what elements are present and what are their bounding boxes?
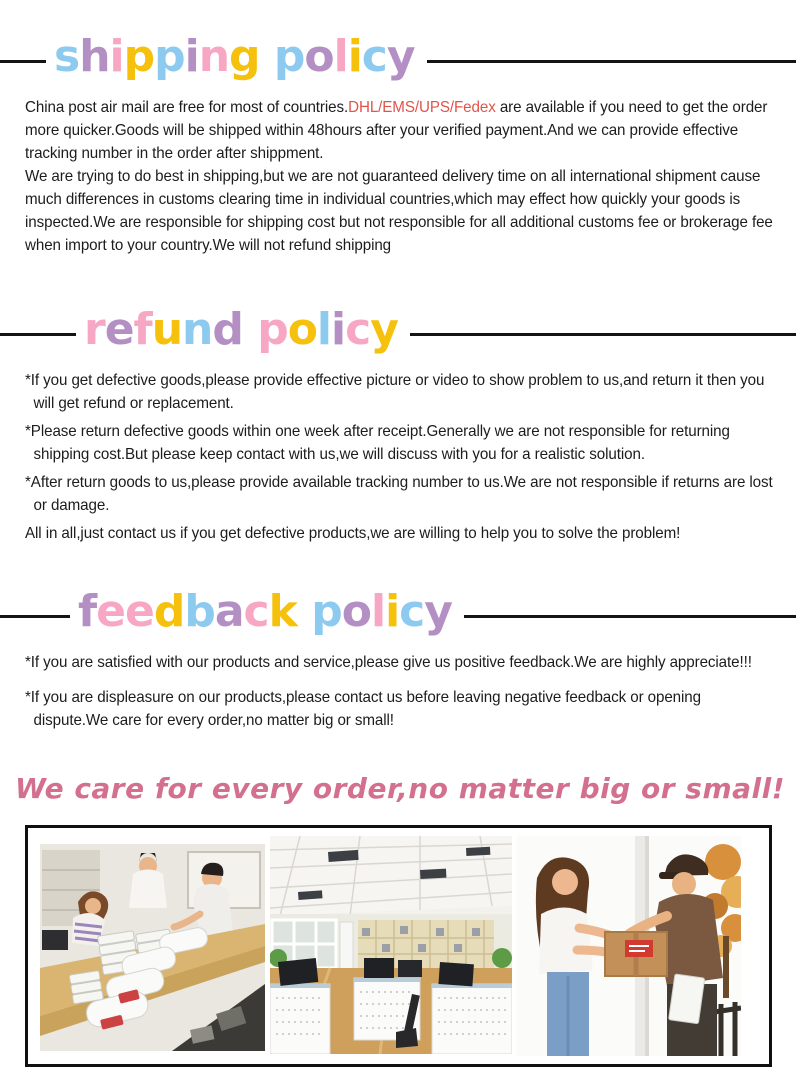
divider-line bbox=[0, 615, 70, 618]
shipping-policy-title bbox=[54, 31, 415, 82]
bubble-letter: i bbox=[184, 31, 199, 82]
bubble-letter: p bbox=[123, 31, 155, 82]
bubble-letter: p bbox=[273, 31, 305, 82]
text-run: are available if you need to get the order more quicker.Goods will be shipped within 48hours after your verified payment.And we can provide effective tracking number in the order after shippment. bbox=[25, 99, 768, 162]
bubble-letter: b bbox=[184, 586, 215, 637]
shipping-policy-section bbox=[0, 26, 800, 257]
bubble-letter: o bbox=[304, 31, 334, 82]
divider-line bbox=[464, 615, 796, 618]
bubble-letter: i bbox=[385, 586, 400, 637]
divider-line bbox=[0, 60, 46, 63]
refund-policy-text bbox=[25, 369, 776, 545]
bubble-letter: f bbox=[133, 304, 152, 355]
warehouse-packing-photo bbox=[40, 844, 265, 1051]
bubble-letter: s bbox=[54, 31, 80, 82]
bubble-letter: l bbox=[316, 304, 332, 355]
bubble-letter: f bbox=[78, 586, 97, 637]
bubble-letter: e bbox=[125, 586, 154, 637]
bubble-letter: g bbox=[229, 31, 260, 82]
bubble-letter: d bbox=[212, 304, 243, 355]
bubble-letter: p bbox=[257, 304, 288, 355]
policy-item: *Please return defective goods within one week after receipt.Generally we are not responsible for returning shipping cost.But please keep contact with us,we will discuss with you for a realistic solution. bbox=[25, 423, 730, 463]
bubble-letter: i bbox=[331, 304, 346, 355]
refund-policy-section bbox=[0, 299, 800, 545]
office-interior-photo bbox=[270, 836, 512, 1054]
bubble-letter bbox=[260, 35, 274, 79]
highlighted-text-run: DHL/EMS/UPS/Fedex bbox=[348, 99, 496, 116]
bubble-letter: i bbox=[109, 31, 124, 82]
bubble-letter: h bbox=[79, 31, 110, 82]
bubble-letter: p bbox=[154, 31, 185, 82]
slogan-banner: We care for every order,no matter big or small! bbox=[14, 772, 786, 805]
bubble-letter: o bbox=[341, 586, 371, 637]
feedback-policy-section bbox=[0, 581, 800, 732]
bubble-letter: e bbox=[96, 586, 125, 637]
bubble-letter: y bbox=[424, 586, 452, 637]
bubble-letter: c bbox=[361, 31, 387, 82]
bubble-letter: n bbox=[182, 304, 213, 355]
shipping-policy-text bbox=[25, 96, 776, 257]
text-run: China post air mail are free for most of countries. bbox=[25, 99, 349, 116]
bubble-letter: o bbox=[287, 304, 317, 355]
feedback-policy-header bbox=[0, 581, 800, 643]
bubble-letter: n bbox=[198, 31, 230, 82]
policy-item: *If you are satisfied with our products and service,please give us positive feedback.We are highly appreciate!!! bbox=[25, 654, 752, 671]
policy-item: All in all,just contact us if you get defective products,we are willing to help you to solve the problem! bbox=[25, 525, 681, 542]
bubble-letter: y bbox=[386, 31, 415, 82]
divider-line bbox=[410, 333, 796, 336]
bubble-letter bbox=[297, 590, 311, 634]
shipping-paragraph bbox=[25, 165, 776, 257]
refund-policy-header bbox=[0, 299, 800, 361]
bubble-letter: e bbox=[104, 304, 134, 355]
policy-item: *If you get defective goods,please provide effective picture or video to show problem to us,and return it then you will get refund or replacement. bbox=[25, 372, 765, 412]
feedback-policy-title bbox=[78, 586, 452, 637]
policy-item: *If you are displeasure on our products,please contact us before leaving negative feedback or opening dispute.We care for every order,no matter big or small! bbox=[25, 689, 701, 729]
bubble-letter: p bbox=[311, 586, 342, 637]
bubble-letter: a bbox=[214, 586, 244, 637]
courier-delivery-photo bbox=[517, 836, 741, 1056]
refund-policy-title bbox=[84, 304, 398, 355]
shipping-policy-header bbox=[0, 26, 800, 88]
bubble-letter: l bbox=[333, 31, 348, 82]
bubble-letter bbox=[243, 308, 257, 352]
bubble-letter: d bbox=[153, 586, 185, 637]
bubble-letter: u bbox=[151, 304, 183, 355]
bubble-letter: c bbox=[345, 304, 371, 355]
policy-item: *After return goods to us,please provide available tracking number to us.We are not responsible if returns are lost or damage. bbox=[25, 474, 773, 514]
shipping-paragraph bbox=[25, 96, 776, 165]
divider-line bbox=[427, 60, 796, 63]
bubble-letter: k bbox=[268, 586, 297, 637]
photo-strip bbox=[25, 825, 772, 1067]
feedback-policy-text bbox=[25, 651, 776, 732]
text-run: We are trying to do best in shipping,but we are not guaranteed delivery time on all international shipment cause much differences in customs clearing time in individual countries,which may effect how quickly your goods is inspected.We are responsible for shipping cost but not responsible for all additional customs fee or brokerage fee when import to your country.We will not refund shipping bbox=[25, 168, 773, 254]
bubble-letter: c bbox=[243, 586, 269, 637]
bubble-letter: r bbox=[84, 304, 105, 355]
bubble-letter: i bbox=[347, 31, 362, 82]
bubble-letter: c bbox=[399, 586, 425, 637]
bubble-letter: y bbox=[370, 304, 398, 355]
bubble-letter: l bbox=[370, 586, 386, 637]
divider-line bbox=[0, 333, 76, 336]
